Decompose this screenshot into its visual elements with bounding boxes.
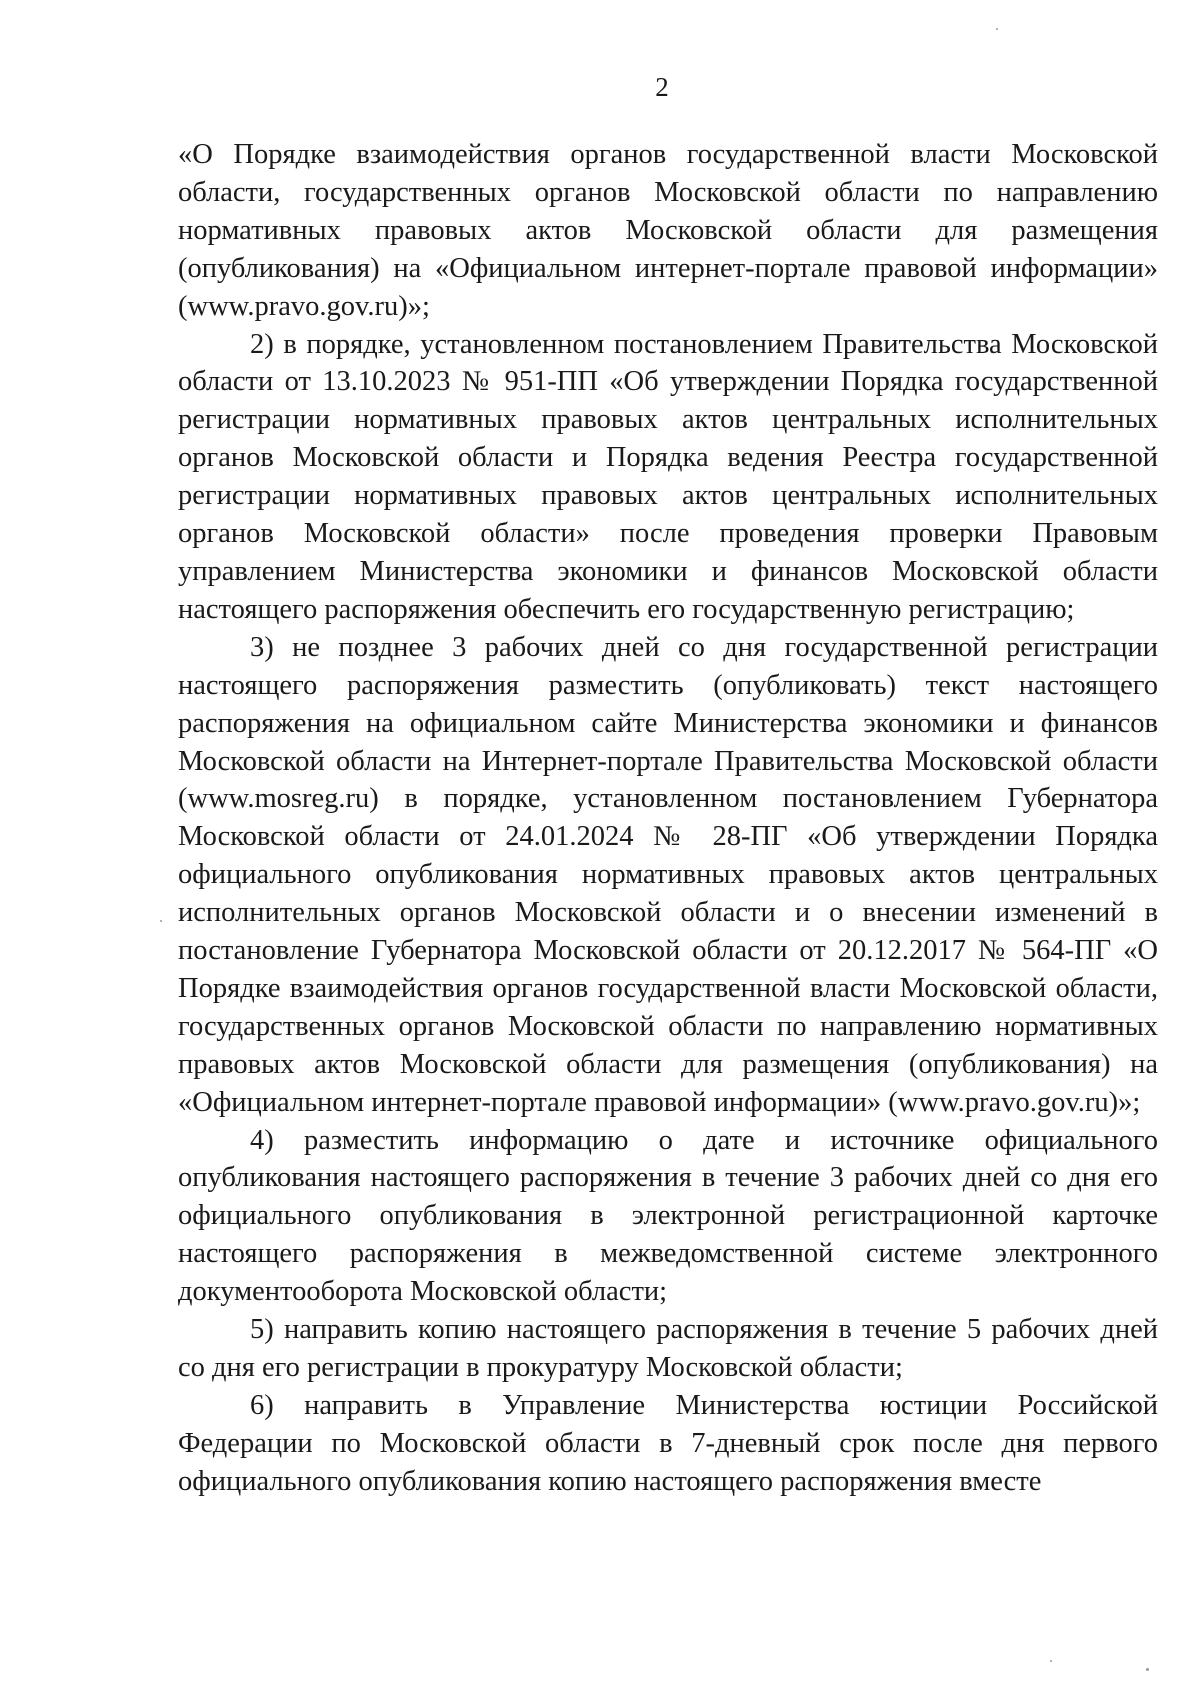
document-body	[178, 136, 1158, 1501]
paragraph-item-3: 3) не позднее 3 рабочих дней со дня государственной регистрации настоящего распоряжения разместить (опубликовать) текст настоящего распоряжения на официальном сайте Министерства экономики и финансов Московской области на Интернет-портале Правительства Московской области (www.mosreg.ru) в порядке, установленном постановлением Губернатора Московской области от 24.01.2024 № 28-ПГ «Об утверждении Порядка официального опубликования нормативных правовых актов центральных исполнительных органов Московской области и о внесении изменений в постановление Губернатора Московской области от 20.12.2017 № 564-ПГ «О Порядке взаимодействия органов государственной власти Московской области, государственных органов Московской области по направлению нормативных правовых актов Московской области для размещения (опубликования) на «Официальном интернет-портале правовой информации» (www.pravo.gov.ru)»;	[178, 631, 1158, 1118]
paragraph-item-6: 6) направить в Управление Министерства юстиции Российской Федерации по Московской области в 7-дневный срок после дня первого официального опубликования копию настоящего распоряжения вместе	[178, 1389, 1158, 1497]
paragraph-item-4: 4) разместить информацию о дате и источнике официального опубликования настоящего распоряжения в течение 3 рабочих дней со дня его официального опубликования в электронной регистрационной карточке настоящего распоряжения в межведомственной системе электронного документооборота Московской области;	[178, 1124, 1158, 1308]
paragraph-item-5: 5) направить копию настоящего распоряжения в течение 5 рабочих дней со дня его регистрации в прокуратуру Московской области;	[178, 1314, 1158, 1383]
scan-speck	[1050, 1660, 1052, 1662]
scan-speck	[160, 920, 162, 922]
paragraph-item-2: 2) в порядке, установленном постановлением Правительства Московской области от 13.10.2023 № 951-ПП «Об утверждении Порядка государственной регистрации нормативных правовых актов центральных исполнительных органов Московской области и Порядка ведения Реестра государственной регистрации нормативных правовых актов центральных исполнительных органов Московской области» после проведения проверки Правовым управлением Министерства экономики и финансов Московской области настоящего распоряжения обеспечить его государственную регистрацию;	[178, 328, 1158, 625]
scan-speck	[1146, 1668, 1149, 1671]
scan-speck	[996, 28, 998, 30]
page-number: 2	[655, 72, 669, 102]
paragraph-continuation: «О Порядке взаимодействия органов государственной власти Московской области, государственных органов Московской области по направлению нормативных правовых актов Московской области для размещения (опубликования) на «Официальном интернет-портале правовой информации» (www.pravo.gov.ru)»;	[178, 139, 1158, 322]
